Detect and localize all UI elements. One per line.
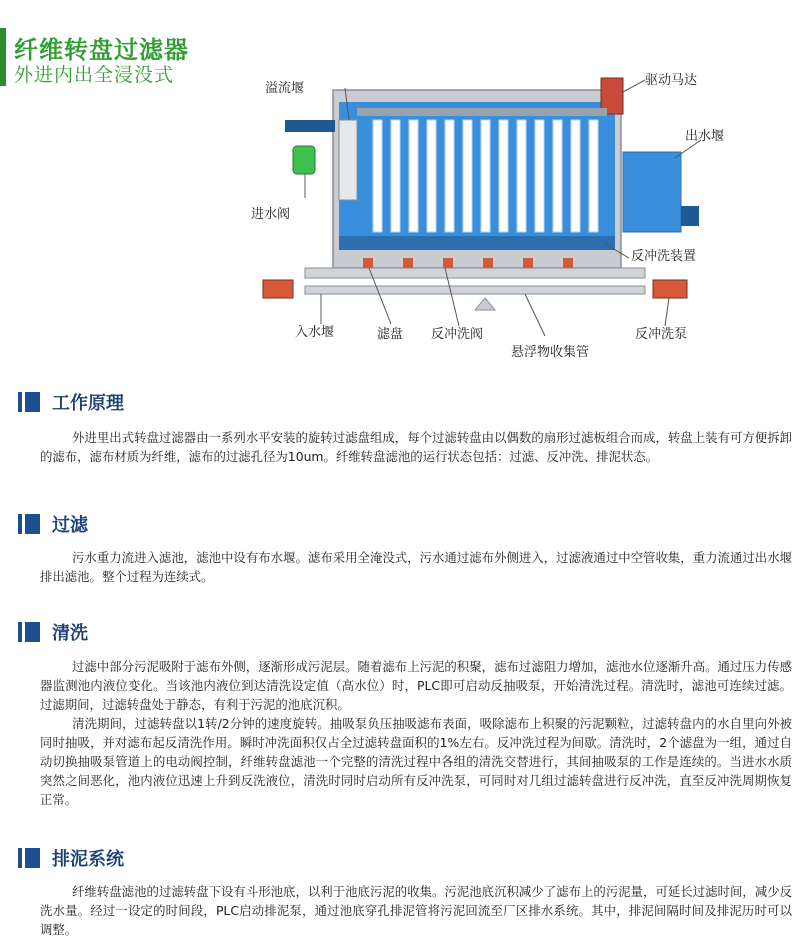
paragraph-sludge-system: 纤维转盘滤池的过滤转盘下设有斗形池底，以利于池底污泥的收集。污泥池底沉积减少了滤布上的污泥量，可延长过滤时间，减少反洗水量。经过一设定的时间段，PLC启动排泥泵，通过池底穿孔排泥管将污泥回流至厂区排水系统。其中，排泥间隔时间及排泥历时可以调整。 <box>40 884 792 937</box>
label-inlet-valve: 进水阀 <box>251 207 291 222</box>
label-filter-disc: 滤盘 <box>377 327 404 342</box>
heading-marker-block <box>25 622 40 642</box>
label-overflow-weir: 溢流堰 <box>265 81 305 96</box>
overflow-weir <box>339 120 357 200</box>
paragraph-filtration: 污水重力流进入滤池，滤池中设有布水堰。滤布采用全淹没式，污水通过滤布外侧进入，过滤液通过中空管收集，重力流通过出水堰排出滤池。整个过程为连续式。 <box>40 550 792 584</box>
paragraph-cleaning-2: 清洗期间，过滤转盘以1转/2分钟的速度旋转。抽吸泵负压抽吸滤布表面，吸除滤布上积聚的污泥颗粒，过滤转盘内的水自里向外被同时抽吸，并对滤布起反清洗作用。瞬时冲洗面积仅占全过滤转盘面积的1%左右。反冲洗过程为间歇。清洗时，2个滤盘为一组，通过自动切换抽吸泵管道上的电动阀控制，纤维转盘滤池一个完整的清洗过程中各组的清洗交替进行，其间抽吸泵的工作是连续的。当进水水质突然之间恶化，池内液位迅速上升到反洗液位，清洗时同时启动所有反冲洗泵，可同时对几组过滤转盘进行反冲洗，直至反冲洗周期恢复正常。 <box>40 716 792 807</box>
heading-marker-thin <box>18 622 22 642</box>
inlet-valve-shape <box>293 146 315 174</box>
section-title: 工作原理 <box>52 393 124 414</box>
label-backwash-pump: 反冲洗泵 <box>635 327 688 342</box>
outlet-pipe <box>681 206 699 226</box>
paragraph-cleaning-1: 过滤中部分污泥吸附于滤布外侧，逐渐形成污泥层。随着滤布上污泥的积聚，滤布过滤阻力增加，滤池水位逐渐升高。通过压力传感器监测池内液位变化。当该池内液位到达清洗设定值（高水位）时，PLC即可启动反抽吸泵，开始清洗过程。清洗时，滤池可连续过滤。过滤期间，过滤转盘处于静态，有利于污泥的池底沉积。 <box>40 659 792 712</box>
inlet-pipe <box>285 120 335 132</box>
tank-bottom <box>339 236 615 250</box>
label-backwash-device: 反冲洗装置 <box>631 249 697 264</box>
section-title: 清洗 <box>52 623 88 644</box>
central-shaft <box>357 108 607 116</box>
section-title: 排泥系统 <box>52 849 124 870</box>
heading-marker-block <box>25 392 40 412</box>
collector-pipe <box>305 286 645 294</box>
page-title: 纤维转盘过滤器 <box>14 36 189 64</box>
page-subtitle: 外进内出全浸没式 <box>14 64 175 86</box>
heading-marker-thin <box>18 514 22 534</box>
filter-diagram <box>245 68 725 368</box>
heading-marker-thin <box>18 392 22 412</box>
section-title: 过滤 <box>52 515 88 536</box>
outlet-weir <box>623 152 681 232</box>
label-outlet-weir: 出水堰 <box>685 129 725 144</box>
pump-left <box>263 280 293 298</box>
header-accent-bar <box>0 28 6 86</box>
label-inlet-weir: 入水堰 <box>295 325 335 340</box>
backwash-manifold <box>305 268 645 278</box>
heading-marker-thin <box>18 848 22 868</box>
heading-marker-block <box>25 848 40 868</box>
paragraph-working-principle: 外进里出式转盘过滤器由一系列水平安装的旋转过滤盘组成，每个过滤转盘由以偶数的扇形过滤板组合而成，转盘上装有可方便拆卸的滤布，滤布材质为纤维，滤布的过滤孔径为10um。纤维转盘滤池的运行状态包括：过滤、反冲洗、排泥状态。 <box>40 430 792 464</box>
drain-arrow <box>475 298 495 310</box>
pump-right <box>653 280 687 298</box>
label-suspended-collector: 悬浮物收集管 <box>511 345 590 360</box>
heading-marker-block <box>25 514 40 534</box>
label-drive-motor: 驱动马达 <box>645 73 698 88</box>
label-backwash-valve: 反冲洗阀 <box>431 327 484 342</box>
